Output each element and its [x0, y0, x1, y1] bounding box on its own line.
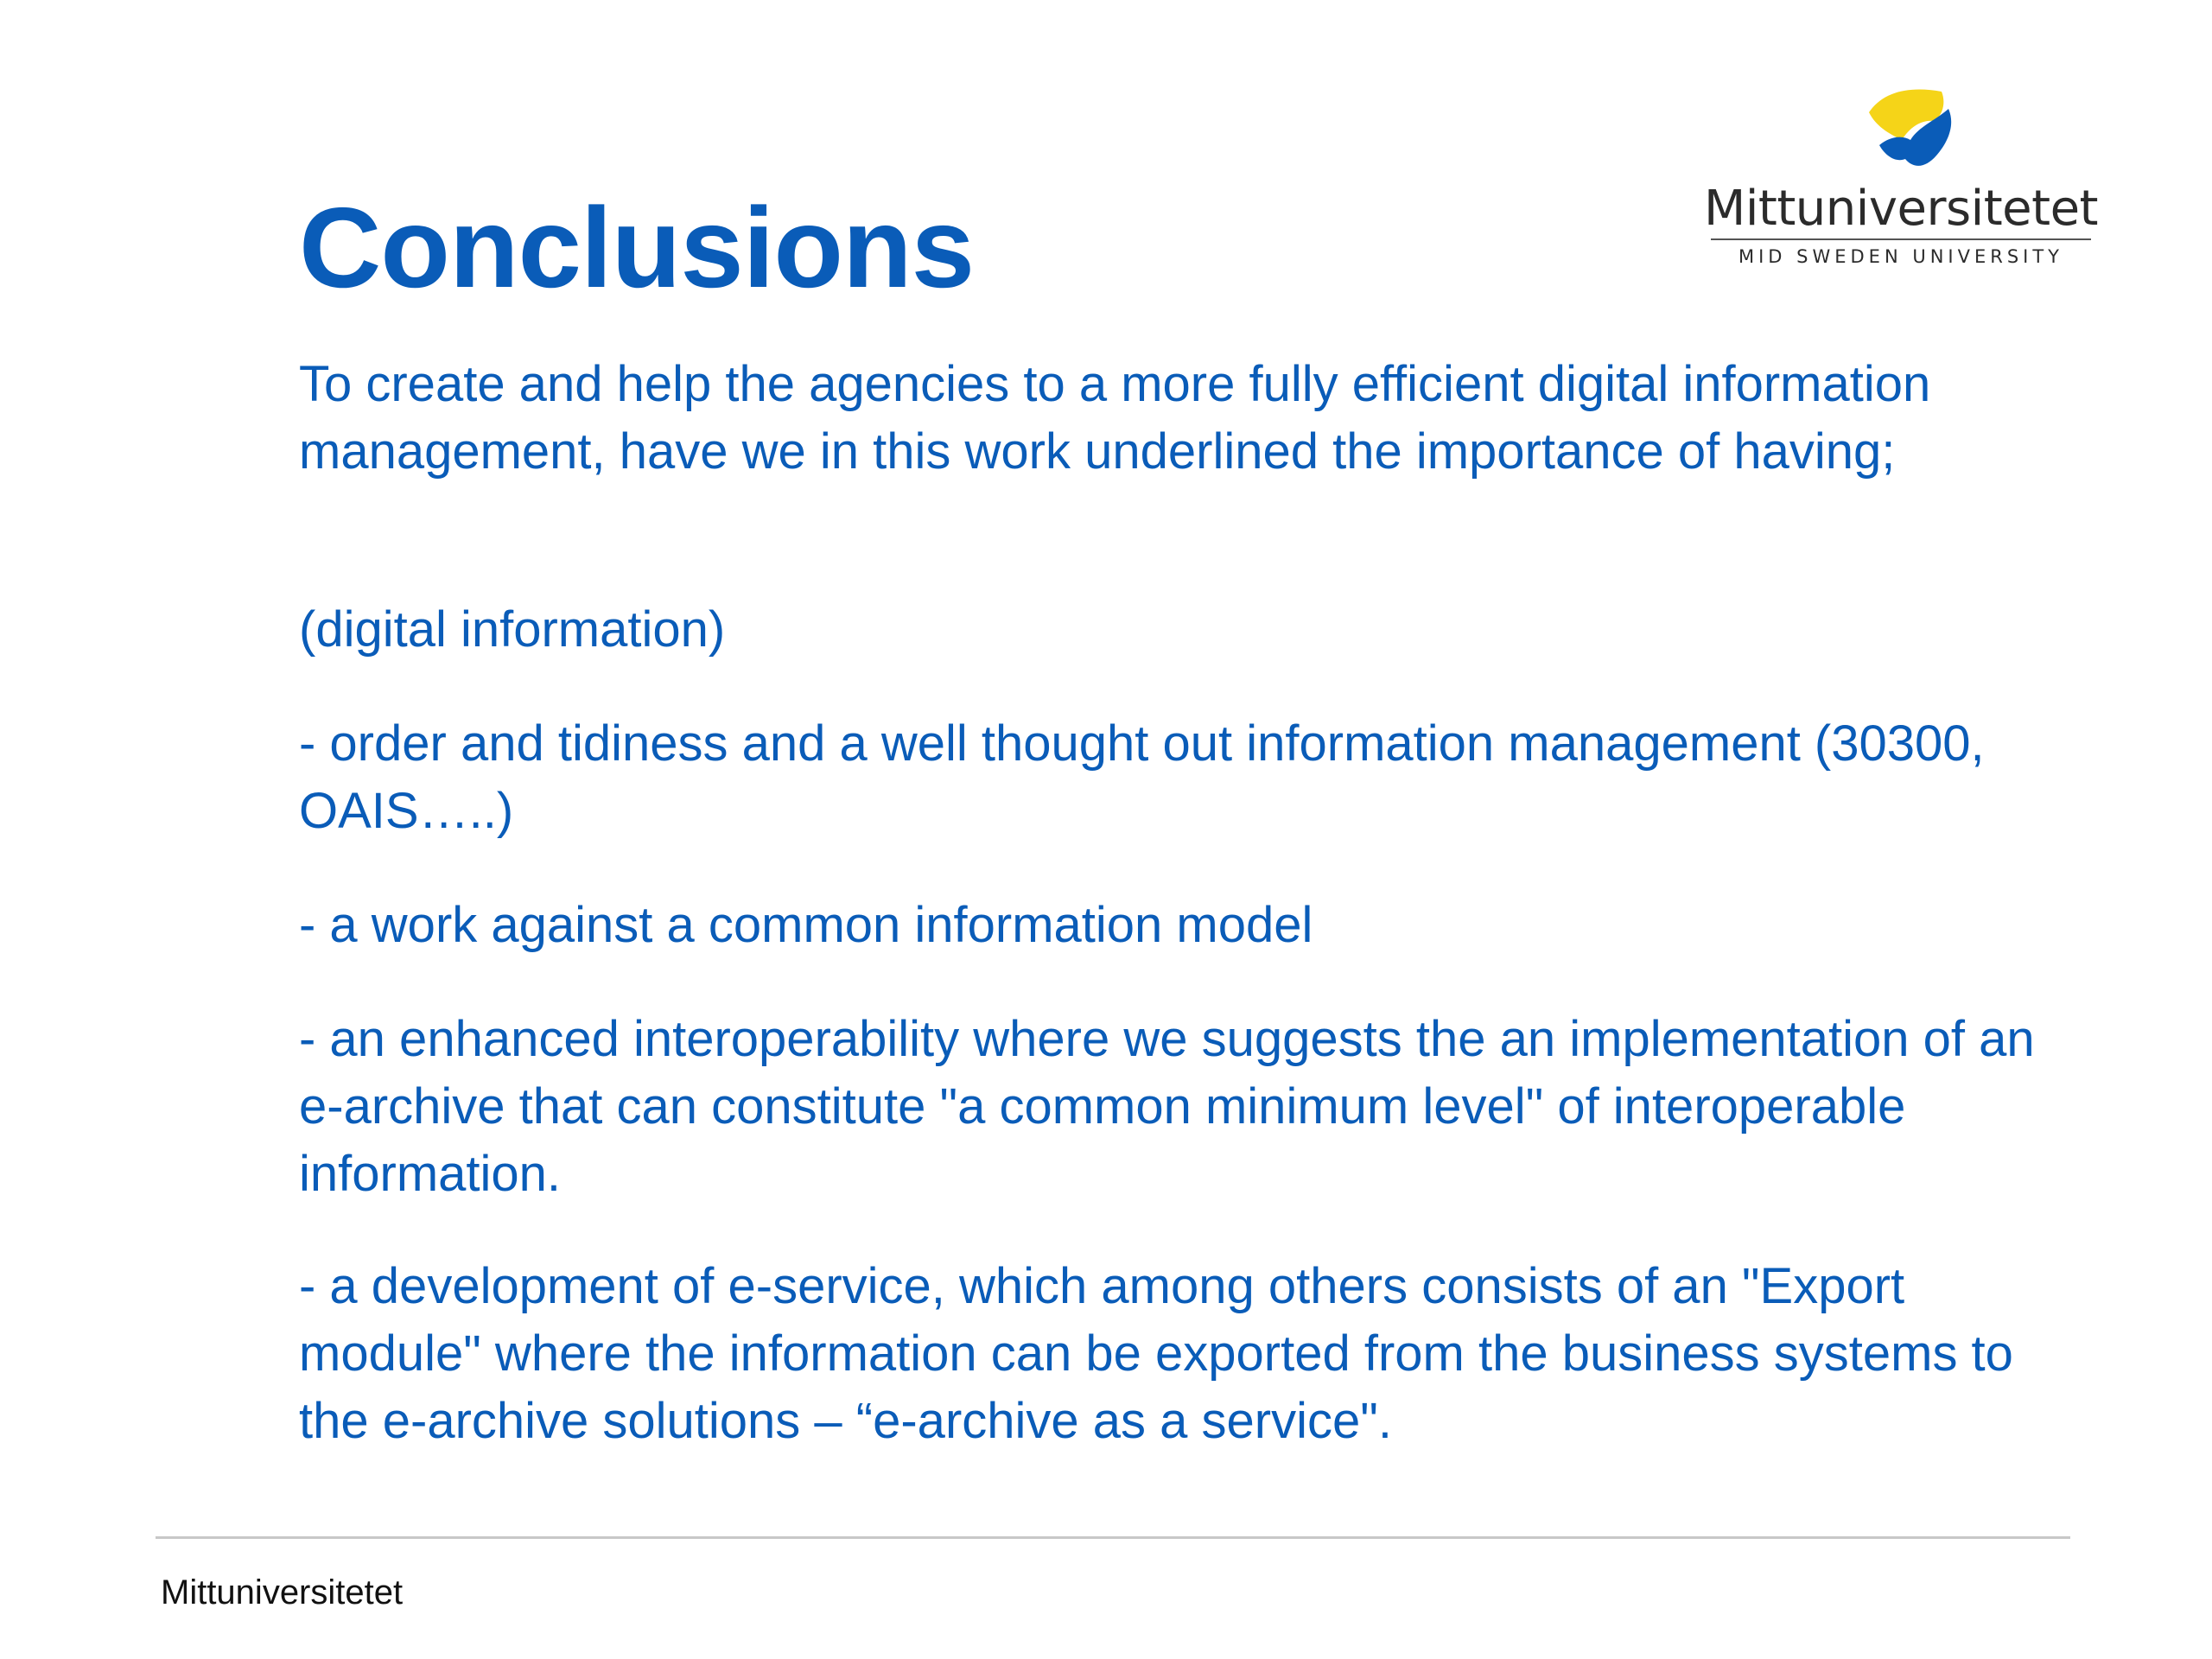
bullet-interoperability: - an enhanced interoperability where we suggests the an implementation of an e-archive that can constitute "a common minimum level" of interoperable information.	[299, 1011, 2035, 1202]
bullet-common-information-model: - a work against a common information model	[299, 897, 1313, 953]
university-logo	[1702, 83, 2100, 273]
digital-information-label: (digital information)	[299, 601, 726, 658]
footer-text: Mittuniversitetet	[161, 1573, 404, 1611]
intro-paragraph: To create and help the agencies to a more fully efficient digital information management, have we in this work underlined the importance of having;	[299, 356, 1931, 480]
logo-subtitle: MID SWEDEN UNIVERSITY	[1738, 246, 2064, 267]
bullet-e-service: - a development of e-service, which among others consists of an "Export module" where the information can be exported from the business systems to the e-archive solutions – “e-archive as a service".	[299, 1258, 2013, 1449]
footer-divider	[156, 1536, 2070, 1539]
bullet-order-and-tidiness: - order and tidiness and a well thought out information management (30300, OAIS…..)	[299, 715, 1985, 839]
slide-title: Conclusions	[299, 184, 975, 311]
logo-name: Mittuniversitetet	[1704, 181, 2098, 237]
logo-divider	[1711, 238, 2091, 240]
mid-sweden-university-logo-icon	[1862, 83, 1957, 178]
